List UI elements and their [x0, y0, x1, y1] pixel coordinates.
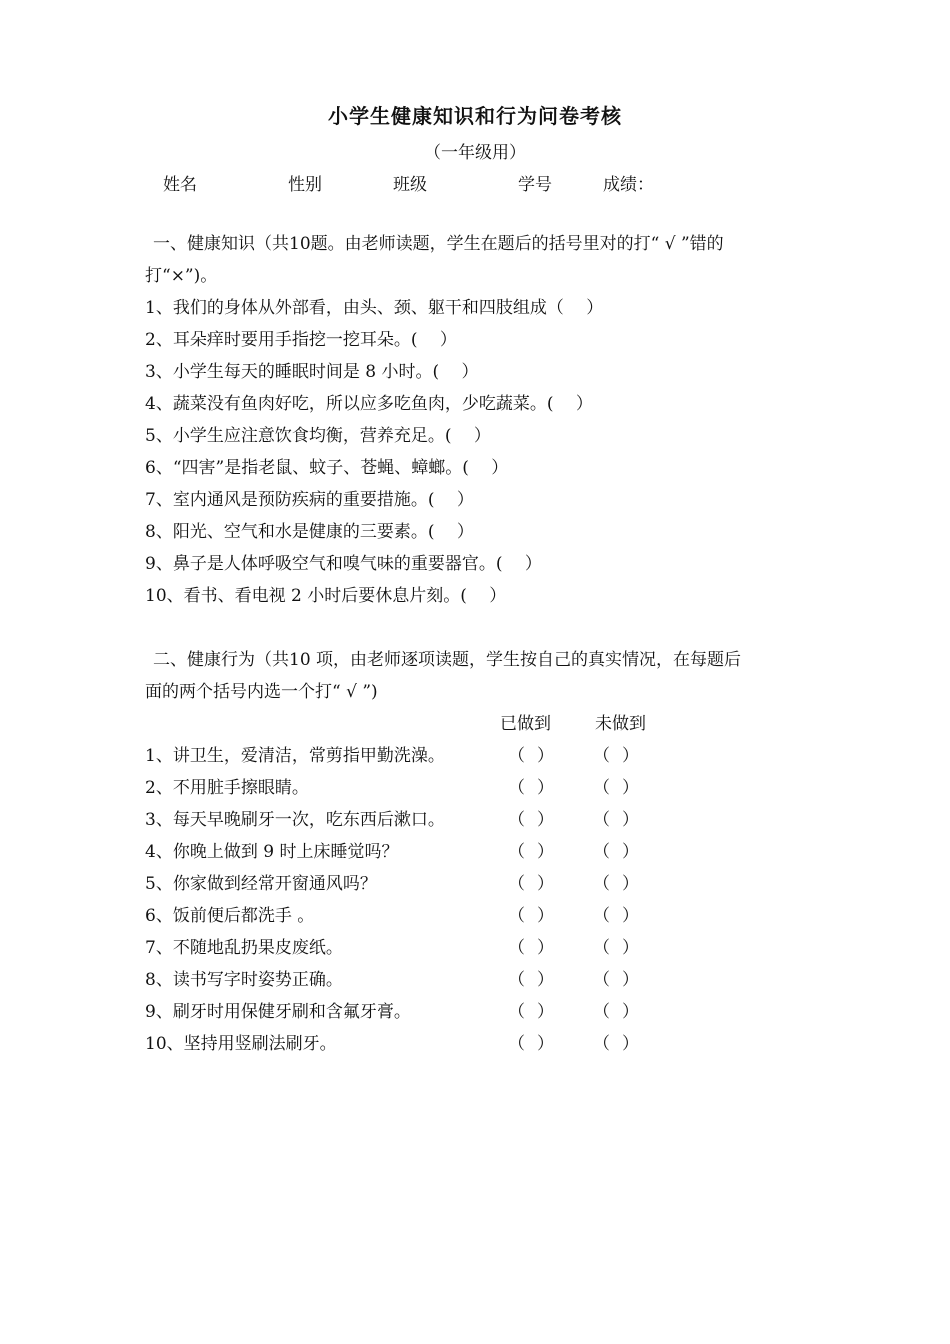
table-row: [145, 932, 825, 964]
answer-not-done-box[interactable]: [593, 868, 639, 900]
list-item: 3、小学生每天的睡眠时间是 8 小时。( ）: [145, 362, 479, 382]
paren-open: （: [508, 778, 525, 798]
name-label: 姓名: [163, 175, 197, 195]
paren-close: ）: [622, 970, 639, 990]
behavior-item-text: 6、饭前便后都洗手 。: [145, 906, 315, 926]
paren-close: ）: [622, 906, 639, 926]
paren-close: ）: [537, 938, 554, 958]
class-label: 班级: [393, 175, 427, 195]
paren-close: ）: [622, 1034, 639, 1054]
paren-open: （: [508, 1034, 525, 1054]
paren-open: （: [593, 746, 610, 766]
table-row: [145, 772, 825, 804]
list-item: 9、鼻子是人体呼吸空气和嗅气味的重要器官。( ）: [145, 554, 542, 574]
student-id-label: 学号: [518, 175, 552, 195]
answer-done-box[interactable]: [508, 1028, 554, 1060]
page-subtitle: （一年级用）: [424, 143, 526, 163]
paren-close: ）: [537, 906, 554, 926]
behavior-item-text: 1、讲卫生，爱清洁，常剪指甲勤洗澡。: [145, 746, 445, 766]
paren-close: ）: [622, 842, 639, 862]
paren-close: ）: [622, 810, 639, 830]
list-item: 1、我们的身体从外部看，由头、颈、躯干和四肢组成（ ）: [145, 298, 604, 318]
behavior-item-text: 3、每天早晚刷牙一次，吃东西后漱口。: [145, 810, 445, 830]
paren-close: ）: [537, 746, 554, 766]
section1-question-list: [145, 292, 825, 612]
paren-close: ）: [537, 874, 554, 894]
column-header-not-done: 未做到: [595, 714, 646, 734]
section2-intro-line1: 二、健康行为（共10 项，由老师逐项读题，学生按自己的真实情况，在每题后: [153, 650, 742, 670]
page-title: 小学生健康知识和行为问卷考核: [328, 104, 622, 128]
behavior-item-text: 7、不随地乱扔果皮废纸。: [145, 938, 343, 958]
paren-close: ）: [622, 938, 639, 958]
answer-not-done-box[interactable]: [593, 932, 639, 964]
paren-close: ）: [537, 778, 554, 798]
paren-open: （: [508, 1002, 525, 1022]
section2-behavior-list: [145, 740, 825, 1060]
paren-open: （: [593, 1034, 610, 1054]
section1-intro: [145, 228, 815, 292]
paren-close: ）: [537, 1034, 554, 1054]
paren-open: （: [508, 938, 525, 958]
list-item: 2、耳朵痒时要用手指挖一挖耳朵。( ）: [145, 330, 457, 350]
section1-intro-line1: 一、健康知识（共10题。由老师读题，学生在题后的括号里对的打“ √ ”错的: [153, 234, 724, 254]
table-row: [145, 868, 825, 900]
answer-not-done-box[interactable]: [593, 740, 639, 772]
paren-close: ）: [537, 1002, 554, 1022]
answer-not-done-box[interactable]: [593, 900, 639, 932]
behavior-item-text: 2、不用脏手擦眼睛。: [145, 778, 309, 798]
answer-done-box[interactable]: [508, 804, 554, 836]
table-row: [145, 804, 825, 836]
paren-open: （: [593, 970, 610, 990]
paren-close: ）: [537, 810, 554, 830]
table-row: [145, 740, 825, 772]
list-item: 7、室内通风是预防疾病的重要措施。( ）: [145, 490, 474, 510]
paren-open: （: [593, 906, 610, 926]
paren-close: ）: [537, 842, 554, 862]
section2-intro: [145, 644, 815, 708]
paren-close: ）: [622, 874, 639, 894]
list-item: 4、蔬菜没有鱼肉好吃，所以应多吃鱼肉，少吃蔬菜。( ）: [145, 394, 593, 414]
paren-open: （: [508, 842, 525, 862]
answer-done-box[interactable]: [508, 772, 554, 804]
list-item: 8、阳光、空气和水是健康的三要素。( ）: [145, 522, 474, 542]
answer-done-box[interactable]: [508, 740, 554, 772]
paren-open: （: [508, 874, 525, 894]
paren-close: ）: [622, 1002, 639, 1022]
answer-done-box[interactable]: [508, 836, 554, 868]
behavior-item-text: 10、坚持用竖刷法刷牙。: [145, 1034, 337, 1054]
section1-intro-line2: 打“×”)。: [145, 266, 218, 286]
table-row: [145, 900, 825, 932]
behavior-item-text: 8、读书写字时姿势正确。: [145, 970, 343, 990]
behavior-item-text: 5、你家做到经常开窗通风吗？: [145, 874, 377, 894]
paren-close: ）: [537, 970, 554, 990]
score-label: 成绩：: [603, 175, 654, 195]
table-row: [145, 836, 825, 868]
table-row: [145, 964, 825, 996]
paren-open: （: [593, 938, 610, 958]
paren-open: （: [593, 874, 610, 894]
section2-intro-line2: 面的两个括号内选一个打“ √ ”): [145, 682, 378, 702]
paren-open: （: [593, 1002, 610, 1022]
answer-done-box[interactable]: [508, 868, 554, 900]
paren-open: （: [593, 810, 610, 830]
list-item: 6、“四害”是指老鼠、蚊子、苍蝇、蟑螂。( ）: [145, 458, 509, 478]
answer-done-box[interactable]: [508, 964, 554, 996]
list-item: 5、小学生应注意饮食均衡，营养充足。( ）: [145, 426, 491, 446]
answer-column-headers: [0, 708, 950, 740]
answer-not-done-box[interactable]: [593, 772, 639, 804]
paren-open: （: [508, 970, 525, 990]
gender-label: 性别: [288, 175, 322, 195]
paren-open: （: [593, 778, 610, 798]
list-item: 10、看书、看电视 2 小时后要休息片刻。( ）: [145, 586, 507, 606]
answer-done-box[interactable]: [508, 900, 554, 932]
paren-open: （: [508, 906, 525, 926]
answer-done-box[interactable]: [508, 996, 554, 1028]
table-row: [145, 996, 825, 1028]
behavior-item-text: 4、你晚上做到 9 时上床睡觉吗？: [145, 842, 399, 862]
answer-not-done-box[interactable]: [593, 804, 639, 836]
column-header-done: 已做到: [500, 714, 551, 734]
answer-not-done-box[interactable]: [593, 964, 639, 996]
paren-open: （: [508, 810, 525, 830]
behavior-item-text: 9、刷牙时用保健牙刷和含氟牙膏。: [145, 1002, 411, 1022]
paren-close: ）: [622, 746, 639, 766]
paren-open: （: [593, 842, 610, 862]
answer-done-box[interactable]: [508, 932, 554, 964]
answer-not-done-box[interactable]: [593, 996, 639, 1028]
answer-not-done-box[interactable]: [593, 836, 639, 868]
answer-not-done-box[interactable]: [593, 1028, 639, 1060]
student-info-row: [0, 170, 950, 196]
paren-close: ）: [622, 778, 639, 798]
paren-open: （: [508, 746, 525, 766]
table-row: [145, 1028, 825, 1060]
